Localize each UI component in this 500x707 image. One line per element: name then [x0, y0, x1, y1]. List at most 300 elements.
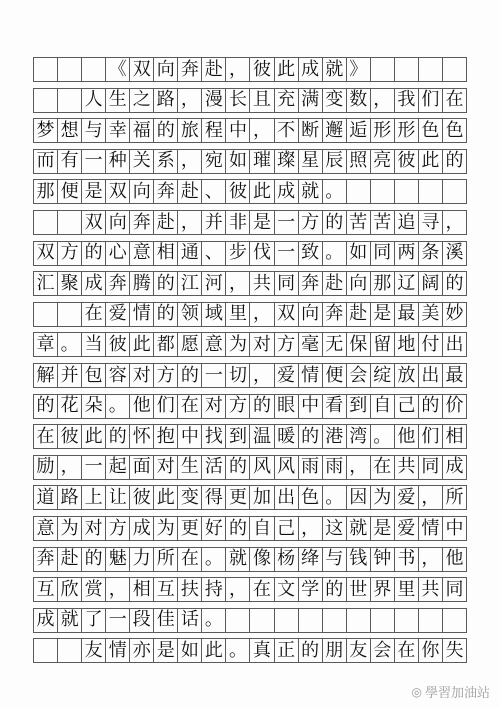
grid-cell: 。	[106, 395, 130, 418]
grid-cell: 璨	[275, 150, 299, 173]
grid-cell: 彼	[395, 150, 419, 173]
grid-cell: 福	[130, 119, 154, 142]
grid-cell: 我	[395, 89, 419, 112]
grid-cell	[58, 211, 82, 234]
grid-cell: 所	[443, 486, 467, 509]
grid-cell: 道	[34, 486, 58, 509]
grid-cell: 此	[202, 639, 226, 662]
grid-cell: 一	[275, 211, 299, 234]
grid-cell: 出	[275, 486, 299, 509]
grid-cell: 如	[226, 150, 250, 173]
grid-cell: 成	[275, 180, 299, 203]
grid-cell: 欣	[58, 578, 82, 601]
grid-cell: 书	[395, 548, 419, 571]
grid-cell: 这	[323, 517, 347, 540]
grid-cell: 幸	[106, 119, 130, 142]
grid-cell: 是	[82, 180, 106, 203]
essay-row	[33, 577, 467, 602]
grid-cell: 的	[299, 639, 323, 662]
grid-cell: 们	[419, 89, 443, 112]
grid-cell	[299, 609, 323, 632]
grid-cell	[58, 303, 82, 326]
grid-cell: 好	[202, 517, 226, 540]
grid-cell: 最	[443, 364, 467, 387]
grid-cell: 河	[202, 272, 226, 295]
grid-cell	[371, 609, 395, 632]
essay-row	[33, 118, 467, 143]
grid-cell: 相	[154, 242, 178, 265]
essay-row	[33, 88, 467, 113]
grid-cell: 了	[82, 609, 106, 632]
grid-cell: 风	[275, 456, 299, 479]
grid-cell: 里	[395, 578, 419, 601]
grid-cell: 变	[178, 486, 202, 509]
essay-row	[33, 394, 467, 419]
grid-cell: 加	[250, 486, 274, 509]
grid-cell: 正	[275, 639, 299, 662]
grid-cell: 像	[250, 548, 274, 571]
grid-cell: 持	[202, 578, 226, 601]
grid-cell: 色	[419, 119, 443, 142]
grid-cell: 非	[226, 211, 250, 234]
grid-cell: 们	[419, 425, 443, 448]
watermark	[412, 682, 491, 701]
grid-cell: 数	[347, 89, 371, 112]
grid-cell	[419, 180, 443, 203]
grid-cell: 且	[250, 89, 274, 112]
grid-cell: 爱	[395, 517, 419, 540]
grid-cell: 放	[395, 364, 419, 387]
grid-cell: 会	[347, 364, 371, 387]
grid-cell	[34, 303, 58, 326]
grid-cell: 在	[178, 548, 202, 571]
grid-cell: 们	[154, 395, 178, 418]
grid-cell: 《	[106, 58, 130, 81]
grid-cell: ，	[443, 211, 467, 234]
grid-cell: 对	[130, 364, 154, 387]
grid-cell	[58, 58, 82, 81]
grid-cell: 面	[130, 456, 154, 479]
grid-cell: 苦	[371, 211, 395, 234]
essay-row	[33, 424, 467, 449]
grid-cell: 失	[443, 639, 467, 662]
grid-cell: 。	[323, 486, 347, 509]
grid-cell: 相	[443, 425, 467, 448]
grid-cell: 腾	[130, 272, 154, 295]
grid-cell: 汇	[34, 272, 58, 295]
grid-cell: 绽	[371, 364, 395, 387]
grid-cell	[58, 89, 82, 112]
essay-row	[33, 547, 467, 572]
grid-cell	[419, 58, 443, 81]
grid-cell: 眼	[275, 395, 299, 418]
grid-cell: 解	[34, 364, 58, 387]
grid-cell: 的	[323, 211, 347, 234]
grid-cell: 追	[395, 211, 419, 234]
grid-cell: 的	[419, 395, 443, 418]
grid-cell: 邂	[323, 119, 347, 142]
grid-cell: ，	[250, 303, 274, 326]
grid-cell	[226, 609, 250, 632]
grid-cell: 他	[443, 548, 467, 571]
grid-cell: 色	[443, 119, 467, 142]
grid-cell: 己	[395, 395, 419, 418]
grid-cell: 满	[299, 89, 323, 112]
grid-cell: 的	[34, 395, 58, 418]
grid-cell	[34, 211, 58, 234]
grid-cell: 两	[395, 242, 419, 265]
grid-cell: 那	[34, 180, 58, 203]
grid-cell: 都	[154, 333, 178, 356]
grid-cell: 怀	[130, 425, 154, 448]
grid-cell: 双	[275, 303, 299, 326]
grid-cell: 向	[106, 211, 130, 234]
grid-cell: 就	[347, 517, 371, 540]
grid-cell: 到	[226, 425, 250, 448]
grid-cell: 在	[34, 425, 58, 448]
grid-cell: 的	[299, 425, 323, 448]
grid-cell: 赏	[82, 578, 106, 601]
grid-cell: 。	[226, 639, 250, 662]
grid-cell: 的	[154, 303, 178, 326]
grid-cell: 赴	[154, 211, 178, 234]
grid-cell: 双	[34, 242, 58, 265]
grid-cell: 情	[130, 303, 154, 326]
essay-row	[33, 210, 467, 235]
grid-cell: 种	[106, 150, 130, 173]
grid-cell: 付	[419, 333, 443, 356]
grid-cell	[395, 58, 419, 81]
grid-cell: ，	[178, 89, 202, 112]
grid-cell: 断	[299, 119, 323, 142]
grid-cell: 爱	[275, 364, 299, 387]
grid-cell: 此	[419, 150, 443, 173]
grid-cell: 聚	[58, 272, 82, 295]
grid-cell: 温	[250, 425, 274, 448]
grid-cell: 在	[371, 456, 395, 479]
essay-row	[33, 179, 467, 204]
grid-cell: 方	[106, 517, 130, 540]
grid-cell: 方	[58, 242, 82, 265]
grid-cell: 界	[371, 578, 395, 601]
grid-cell: 到	[347, 395, 371, 418]
grid-cell: 更	[178, 517, 202, 540]
grid-cell: 起	[106, 456, 130, 479]
grid-cell: 力	[130, 548, 154, 571]
grid-cell: 一	[275, 242, 299, 265]
grid-cell: 双	[82, 211, 106, 234]
grid-cell: 所	[154, 548, 178, 571]
grid-cell: 心	[106, 242, 130, 265]
grid-cell: 相	[130, 578, 154, 601]
grid-cell: 成	[443, 456, 467, 479]
grid-cell: 辽	[395, 272, 419, 295]
grid-cell: 此	[250, 180, 274, 203]
grid-cell: 便	[58, 180, 82, 203]
grid-cell: 的	[323, 578, 347, 601]
grid-cell: 最	[395, 303, 419, 326]
grid-cell: 此	[275, 58, 299, 81]
grid-cell: 让	[106, 486, 130, 509]
grid-cell: ，	[178, 211, 202, 234]
grid-cell: 友	[347, 639, 371, 662]
grid-cell: 通	[178, 242, 202, 265]
grid-cell: 奔	[323, 303, 347, 326]
grid-cell: 在	[443, 89, 467, 112]
grid-cell: 赴	[323, 272, 347, 295]
grid-cell: 包	[82, 364, 106, 387]
grid-cell: 形	[395, 119, 419, 142]
grid-cell	[58, 639, 82, 662]
grid-cell: 域	[202, 303, 226, 326]
grid-cell	[395, 180, 419, 203]
grid-cell: 己	[275, 517, 299, 540]
grid-cell: 共	[250, 272, 274, 295]
grid-cell: 方	[154, 364, 178, 387]
grid-cell: 亮	[371, 150, 395, 173]
grid-cell: 美	[419, 303, 443, 326]
grid-cell: 彼	[106, 333, 130, 356]
grid-cell: ，	[106, 578, 130, 601]
grid-cell: 切	[226, 364, 250, 387]
grid-cell: 那	[371, 272, 395, 295]
grid-cell: 有	[58, 150, 82, 173]
grid-cell: 辰	[323, 150, 347, 173]
grid-cell	[371, 180, 395, 203]
grid-cell: 宛	[202, 150, 226, 173]
grid-cell: 佳	[154, 609, 178, 632]
grid-cell: 对	[250, 333, 274, 356]
grid-cell: 意	[130, 242, 154, 265]
grid-cell: ，	[226, 58, 250, 81]
grid-cell: 自	[371, 395, 395, 418]
grid-cell	[250, 609, 274, 632]
grid-cell: 对	[202, 395, 226, 418]
essay-row	[33, 241, 467, 266]
grid-cell: 奔	[299, 272, 323, 295]
grid-cell: 、	[202, 180, 226, 203]
grid-cell: 。	[58, 333, 82, 356]
grid-cell: ，	[419, 548, 443, 571]
grid-cell: 璀	[250, 150, 274, 173]
grid-cell: 》	[347, 58, 371, 81]
grid-cell: 长	[226, 89, 250, 112]
grid-cell: ，	[419, 486, 443, 509]
grid-cell: 励	[34, 456, 58, 479]
grid-cell: 一	[106, 609, 130, 632]
grid-cell	[34, 58, 58, 81]
grid-cell: 为	[226, 333, 250, 356]
grid-cell: 共	[419, 578, 443, 601]
grid-cell: 是	[250, 211, 274, 234]
grid-cell: 色	[299, 486, 323, 509]
grid-cell: 旅	[178, 119, 202, 142]
grid-cell: 情	[299, 364, 323, 387]
grid-cell: ，	[250, 364, 274, 387]
grid-cell: 中	[178, 425, 202, 448]
grid-cell: 一	[82, 456, 106, 479]
grid-cell: 奔	[34, 548, 58, 571]
grid-cell: 向	[154, 58, 178, 81]
grid-cell: 湾	[347, 425, 371, 448]
grid-cell	[82, 58, 106, 81]
grid-cell: 爱	[395, 486, 419, 509]
grid-cell: 是	[371, 303, 395, 326]
grid-cell: 成	[34, 609, 58, 632]
essay-row	[33, 638, 467, 663]
grid-cell: 就	[323, 58, 347, 81]
grid-cell: 想	[58, 119, 82, 142]
grid-cell: 钟	[371, 548, 395, 571]
grid-cell: 就	[58, 609, 82, 632]
grid-cell: 赴	[347, 303, 371, 326]
grid-cell: 港	[323, 425, 347, 448]
grid-cell: 爱	[106, 303, 130, 326]
grid-cell: 得	[202, 486, 226, 509]
grid-cell: 出	[419, 364, 443, 387]
grid-cell: 与	[323, 548, 347, 571]
grid-cell: ，	[58, 456, 82, 479]
grid-cell: 是	[371, 517, 395, 540]
grid-cell: 生	[178, 456, 202, 479]
grid-cell	[323, 609, 347, 632]
essay-row	[33, 271, 467, 296]
grid-cell	[419, 609, 443, 632]
grid-cell: 毫	[299, 333, 323, 356]
grid-cell: 意	[202, 333, 226, 356]
grid-cell: 程	[202, 119, 226, 142]
grid-cell: 并	[58, 364, 82, 387]
essay-row	[33, 485, 467, 510]
grid-cell: 的	[82, 242, 106, 265]
grid-cell: 溪	[443, 242, 467, 265]
grid-cell: 的	[443, 150, 467, 173]
grid-cell: 你	[419, 639, 443, 662]
watermark-text: 學習加油站	[424, 686, 490, 701]
grid-cell: 一	[82, 150, 106, 173]
grid-cell: 当	[82, 333, 106, 356]
grid-cell: ，	[178, 150, 202, 173]
grid-cell: 魅	[106, 548, 130, 571]
grid-cell: 向	[347, 272, 371, 295]
grid-cell: 向	[299, 303, 323, 326]
grid-cell: 此	[82, 425, 106, 448]
grid-cell: 他	[395, 425, 419, 448]
grid-cell: 形	[371, 119, 395, 142]
grid-cell: 互	[34, 578, 58, 601]
grid-cell: 与	[82, 119, 106, 142]
grid-cell: 江	[178, 272, 202, 295]
grid-cell: 同	[419, 456, 443, 479]
grid-cell: 为	[371, 486, 395, 509]
grid-cell: 关	[130, 150, 154, 173]
grid-cell: 在	[82, 303, 106, 326]
grid-cell: 话	[178, 609, 202, 632]
grid-cell: 赴	[58, 548, 82, 571]
grid-cell: 不	[275, 119, 299, 142]
grid-cell: 抱	[154, 425, 178, 448]
grid-cell: 章	[34, 333, 58, 356]
grid-cell: 并	[202, 211, 226, 234]
grid-cell: 、	[202, 242, 226, 265]
grid-cell	[34, 639, 58, 662]
grid-cell: 。	[323, 180, 347, 203]
grid-cell: 照	[347, 150, 371, 173]
grid-cell: 容	[106, 364, 130, 387]
grid-cell: 路	[154, 89, 178, 112]
grid-cell	[395, 609, 419, 632]
essay-row	[33, 149, 467, 174]
grid-cell: 此	[154, 486, 178, 509]
grid-cell: 中	[299, 395, 323, 418]
grid-cell: 杨	[275, 548, 299, 571]
grid-cell: 雨	[323, 456, 347, 479]
essay-row	[33, 302, 467, 327]
grid-cell: 方	[226, 395, 250, 418]
grid-cell	[275, 609, 299, 632]
grid-cell: 是	[154, 639, 178, 662]
grid-cell: 成	[82, 272, 106, 295]
grid-cell: 为	[58, 517, 82, 540]
grid-cell: 妙	[443, 303, 467, 326]
grid-cell: 真	[250, 639, 274, 662]
grid-cell: 亦	[130, 639, 154, 662]
grid-cell: 世	[347, 578, 371, 601]
grid-cell: 同	[275, 272, 299, 295]
grid-cell: 文	[275, 578, 299, 601]
grid-cell: 同	[371, 242, 395, 265]
grid-cell: 方	[275, 333, 299, 356]
grid-cell: 的	[250, 395, 274, 418]
grid-cell: 彼	[58, 425, 82, 448]
grid-cell: 赴	[202, 58, 226, 81]
grid-cell: 无	[323, 333, 347, 356]
grid-cell: 成	[299, 58, 323, 81]
grid-cell	[347, 609, 371, 632]
grid-cell: 如	[347, 242, 371, 265]
grid-cell: 出	[443, 333, 467, 356]
grid-cell: 奔	[154, 180, 178, 203]
grid-cell	[443, 58, 467, 81]
grid-cell: 里	[226, 303, 250, 326]
grid-cell: 阔	[419, 272, 443, 295]
grid-cell: 会	[371, 639, 395, 662]
grid-cell: 情	[419, 517, 443, 540]
grid-cell	[347, 180, 371, 203]
grid-cell: 方	[299, 211, 323, 234]
grid-cell: ，	[226, 272, 250, 295]
essay-row	[33, 57, 467, 82]
grid-cell: 双	[106, 180, 130, 203]
grid-cell: 价	[443, 395, 467, 418]
grid-cell	[443, 180, 467, 203]
grid-cell: 星	[299, 150, 323, 173]
grid-cell: 在	[395, 639, 419, 662]
grid-cell: 寻	[419, 211, 443, 234]
grid-cell: 致	[299, 242, 323, 265]
grid-cell: 更	[226, 486, 250, 509]
grid-cell: 彼	[226, 180, 250, 203]
grid-cell: 条	[419, 242, 443, 265]
grid-cell: 步	[226, 242, 250, 265]
grid-cell: 风	[250, 456, 274, 479]
grid-cell: 互	[154, 578, 178, 601]
grid-cell: 意	[34, 517, 58, 540]
grid-cell: 一	[202, 364, 226, 387]
grid-cell: 。	[202, 548, 226, 571]
grid-cell: 充	[275, 89, 299, 112]
grid-cell: ，	[371, 89, 395, 112]
